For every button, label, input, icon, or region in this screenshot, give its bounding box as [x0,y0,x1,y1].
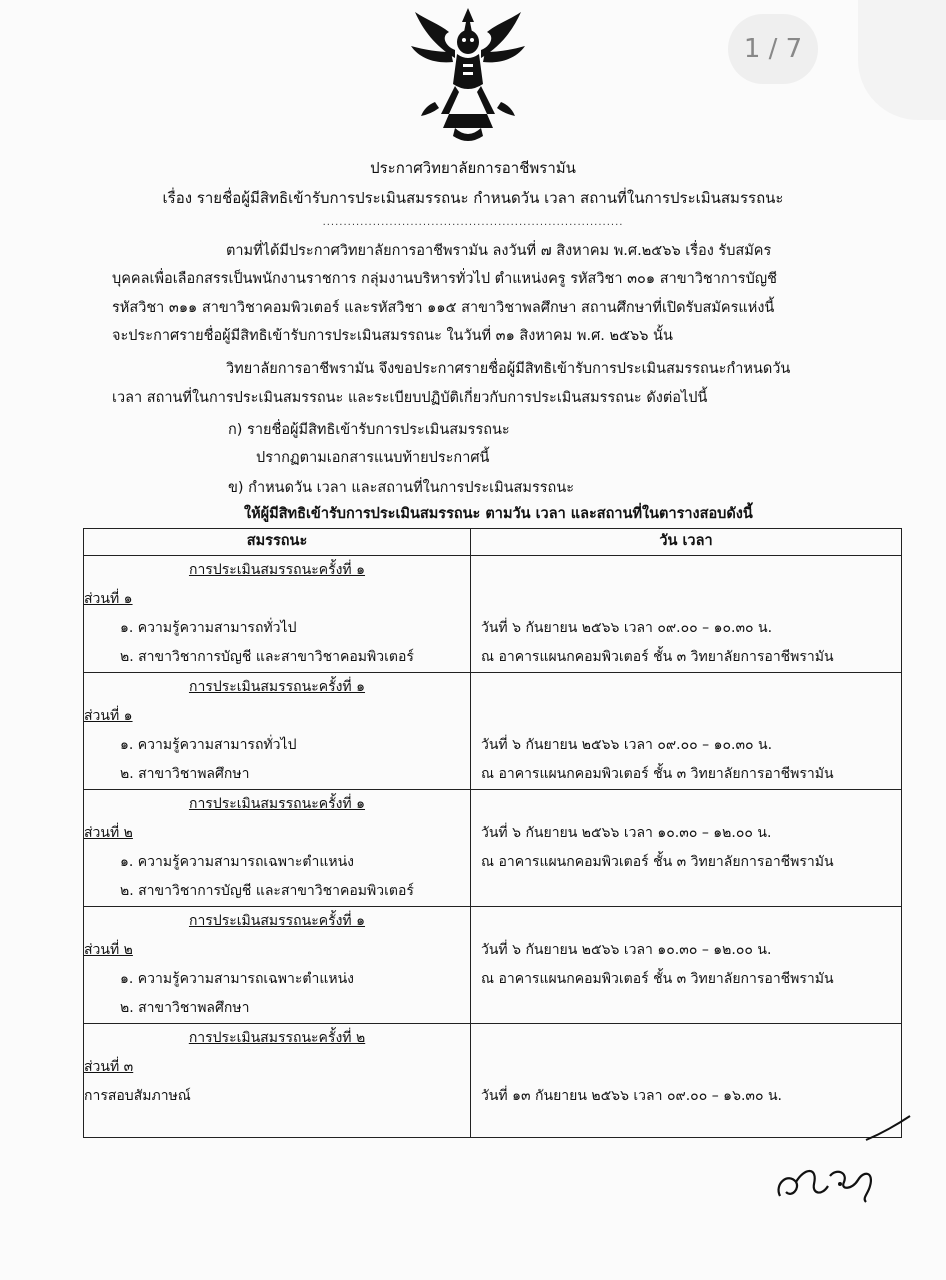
subject-item: ๒. สาขาวิชาพลศึกษา [120,1000,250,1016]
subject-item: ๒. สาขาวิชาพลศึกษา [120,766,250,782]
subject-item: การสอบสัมภาษณ์ [84,1088,191,1104]
round-label: การประเมินสมรรถนะครั้งที่ ๒ [188,1030,366,1046]
round-label: การประเมินสมรรถนะครั้งที่ ๑ [188,679,366,695]
page-counter[interactable]: 1 / 7 [728,14,818,84]
subject-item: ๒. สาขาวิชาการบัญชี และสาขาวิชาคอมพิวเตอร์ [120,883,414,899]
part-label: ส่วนที่ ๑ [84,708,133,724]
part-label: ส่วนที่ ๒ [84,942,133,958]
subject-item: ๒. สาขาวิชาการบัญชี และสาขาวิชาคอมพิวเตอร์ [120,649,414,665]
exam-place: ณ อาคารแผนกคอมพิวเตอร์ ชั้น ๓ วิทยาลัยการอาชีพรามัน [481,971,834,987]
menu-button[interactable] [858,0,946,120]
subject-item: ๑. ความรู้ความสามารถทั่วไป [120,620,297,636]
table-row [84,673,902,790]
exam-date: วันที่ ๖ กันยายน ๒๕๖๖ เวลา ๐๙.๐๐ – ๑๐.๓๐ น. [481,620,773,636]
title-separator: ........................................................................ [322,217,624,228]
garuda-emblem-icon [405,6,531,142]
exam-place: ณ อาคารแผนกคอมพิวเตอร์ ชั้น ๓ วิทยาลัยการอาชีพรามัน [481,766,834,782]
round-label: การประเมินสมรรถนะครั้งที่ ๑ [188,796,366,812]
paragraph-1-line-3: รหัสวิชา ๓๑๑ สาขาวิชาคอมพิวเตอร์ และรหัสวิชา ๑๑๕ สาขาวิชาพลศึกษา สถานศึกษาที่เปิดรับสมัครแห่งนี้ [112,300,775,316]
paragraph-1-line-1: ตามที่ได้มีประกาศวิทยาลัยการอาชีพรามัน ลงวันที่ ๗ สิงหาคม พ.ศ.๒๕๖๖ เรื่อง รับสมัคร [226,243,772,259]
table-intro: ให้ผู้มีสิทธิเข้ารับการประเมินสมรรถนะ ตามวัน เวลา และสถานที่ในตารางสอบดังนี้ [244,506,753,522]
announcement-subject: เรื่อง รายชื่อผู้มีสิทธิเข้ารับการประเมินสมรรถนะ กำหนดวัน เวลา สถานที่ในการประเมินสมรรถนะ [162,189,784,207]
item-a: ก) รายชื่อผู้มีสิทธิเข้ารับการประเมินสมรรถนะ [228,422,510,438]
announcement-title: ประกาศวิทยาลัยการอาชีพรามัน [370,159,576,177]
round-label: การประเมินสมรรถนะครั้งที่ ๑ [188,913,366,929]
paragraph-1-line-2: บุคคลเพื่อเลือกสรรเป็นพนักงานราชการ กลุ่มงานบริหารทั่วไป ตำแหน่งครู รหัสวิชา ๓๐๑ สาขาวิชาการบัญชี [112,271,777,287]
table-row [84,790,902,907]
paragraph-2-line-2: เวลา สถานที่ในการประเมินสมรรถนะ และระเบียบปฏิบัติเกี่ยวกับการประเมินสมรรถนะ ดังต่อไปนี้ [112,390,708,406]
part-label: ส่วนที่ ๒ [84,825,133,841]
subject-item: ๑. ความรู้ความสามารถเฉพาะตำแหน่ง [120,971,354,987]
exam-date: วันที่ ๖ กันยายน ๒๕๖๖ เวลา ๑๐.๓๐ – ๑๒.๐๐ น. [481,942,772,958]
exam-date: วันที่ ๖ กันยายน ๒๕๖๖ เวลา ๑๐.๓๐ – ๑๒.๐๐ น. [481,825,772,841]
subject-item: ๑. ความรู้ความสามารถทั่วไป [120,737,297,753]
paragraph-1-line-4: จะประกาศรายชื่อผู้มีสิทธิเข้ารับการประเมินสมรรถนะ ในวันที่ ๓๑ สิงหาคม พ.ศ. ๒๕๖๖ นั้น [112,328,673,344]
part-label: ส่วนที่ ๓ [84,1059,134,1075]
exam-place: ณ อาคารแผนกคอมพิวเตอร์ ชั้น ๓ วิทยาลัยการอาชีพรามัน [481,649,834,665]
round-label: การประเมินสมรรถนะครั้งที่ ๑ [188,562,366,578]
table-row [84,907,902,1024]
table-row [84,556,902,673]
table-header-row [84,529,902,556]
subject-item: ๑. ความรู้ความสามารถเฉพาะตำแหน่ง [120,854,354,870]
exam-place: ณ อาคารแผนกคอมพิวเตอร์ ชั้น ๓ วิทยาลัยการอาชีพรามัน [481,854,834,870]
schedule-table [83,528,902,1138]
part-label: ส่วนที่ ๑ [84,591,133,607]
handwritten-signature [770,1110,920,1210]
exam-date: วันที่ ๖ กันยายน ๒๕๖๖ เวลา ๐๙.๐๐ – ๑๐.๓๐ น. [481,737,773,753]
header-competency: สมรรถนะ [84,529,471,556]
header-datetime: วัน เวลา [471,529,902,556]
item-b: ข) กำหนดวัน เวลา และสถานที่ในการประเมินสมรรถนะ [228,480,575,496]
item-a-detail: ปรากฏตามเอกสารแนบท้ายประกาศนี้ [256,450,490,466]
paragraph-2-line-1: วิทยาลัยการอาชีพรามัน จึงขอประกาศรายชื่อผู้มีสิทธิเข้ารับการประเมินสมรรถนะกำหนดวัน [226,361,791,377]
exam-date: วันที่ ๑๓ กันยายน ๒๕๖๖ เวลา ๐๙.๐๐ – ๑๖.๓๐ น. [481,1088,782,1104]
